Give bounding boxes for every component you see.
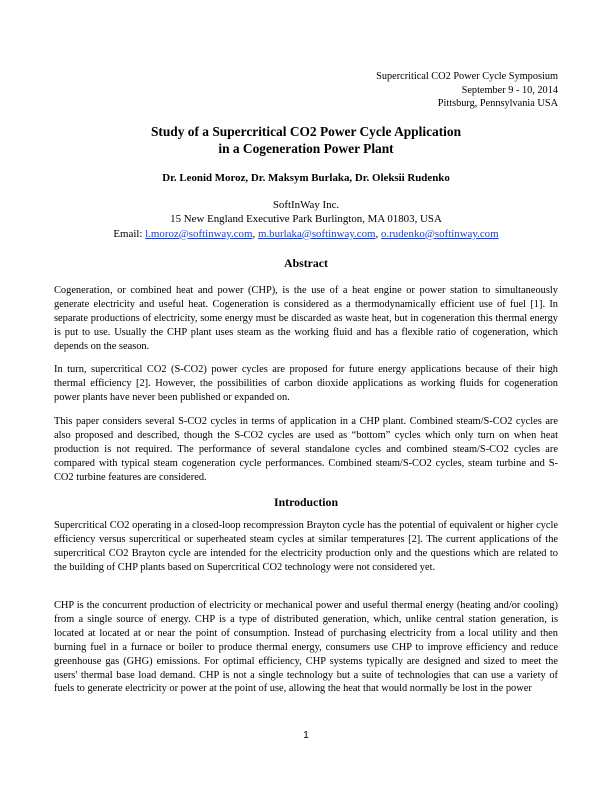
- email-link-moroz[interactable]: l.moroz@softinway.com: [145, 227, 253, 240]
- page-number: 1: [303, 730, 309, 741]
- affiliation: [0, 198, 612, 241]
- paper-title-line-1: Study of a Supercritical CO2 Power Cycle Application: [150, 124, 462, 139]
- abstract-paragraph-1: Cogeneration, or combined heat and power (CHP), is the use of a heat engine or power station to simultaneously generate electricity and useful heat. Cogeneration is considered as a thermodynamically efficient use of fuel [1]. In separate productions of electricity, some energy must be discarded as waste heat, but in cogeneration this thermal energy is put to use. Usually the CHP plant uses steam as the working fluid and has a flexible ratio of cogeneration, which depends on the season.: [54, 285, 558, 352]
- abstract-paragraph-2: In turn, supercritical CO2 (S-CO2) power cycles are proposed for future energy applications because of their high thermal efficiency [2]. However, the possibilities of carbon dioxide applications as working fluids for cogeneration power plants have never been published or expanded on.: [54, 364, 558, 403]
- email-separator: ,: [375, 227, 381, 240]
- email-link-rudenko[interactable]: o.rudenko@softinway.com: [381, 227, 499, 240]
- introduction-paragraph-2: CHP is the concurrent production of electricity or mechanical power and useful thermal energy (heating and/or cooling) from a single source of energy. CHP is a type of distributed generation, which, unlike central station generation, is located at located at or near the point of consumption. Instead of purchasing electricity from a local utility and then burning fuel in a furnace or boiler to produce thermal energy, consumers use CHP to improve efficiency and reduce greenhouse gas (GHG) emissions. For optimal efficiency, CHP systems typically are designed and sized to meet the users' thermal base load demand. CHP is not a single technology but a suite of technologies that can use a variety of fuels to generate electricity or power at the point of use, allowing the heat that would normally be lost in the power: [54, 600, 558, 695]
- introduction-paragraph-1: Supercritical CO2 operating in a closed-loop recompression Brayton cycle has the potential of equivalent or higher cycle efficiency versus supercritical or superheated steam cycles at similar temperatures [2]. The current applications of the supercritical CO2 Brayton cycle are intended for the electricity production only and the questions which are related to the building of CHP plants based on Supercritical CO2 technology were not considered yet.: [54, 520, 558, 573]
- paper-title: [0, 124, 612, 157]
- email-line: [0, 227, 612, 241]
- conference-dates: September 9 - 10, 2014: [461, 84, 558, 96]
- conference-header: [376, 70, 558, 111]
- introduction-heading: Introduction: [273, 495, 339, 509]
- company-address: 15 New England Executive Park Burlington, MA 01803, USA: [170, 213, 442, 226]
- email-label: Email:: [113, 227, 143, 240]
- abstract-paragraph-3: This paper considers several S-CO2 cycles in terms of application in a CHP plant. Combined steam/S-CO2 cycles are also proposed and described, though the S-CO2 cycles are used as “bottom” cycles which only turn on when heat production is not required. The performance of several standalone cycles and combined steam/S-CO2 cycles are compared with typical steam cogeneration cycle performances. Combined steam/S-CO2 cycles, steam turbine and S-CO2 turbine features are considered.: [54, 416, 558, 483]
- email-link-burlaka[interactable]: m.burlaka@softinway.com: [257, 227, 376, 240]
- email-separator: ,: [252, 227, 258, 240]
- author-list: Dr. Leonid Moroz, Dr. Maksym Burlaka, Dr. Oleksii Rudenko: [162, 172, 450, 184]
- company-name: SoftInWay Inc.: [272, 199, 340, 211]
- conference-location: Pittsburg, Pennsylvania USA: [437, 98, 558, 109]
- conference-name: Supercritical CO2 Power Cycle Symposium: [376, 71, 558, 82]
- paper-title-line-2: in a Cogeneration Power Plant: [218, 140, 394, 156]
- abstract-heading: Abstract: [284, 256, 328, 270]
